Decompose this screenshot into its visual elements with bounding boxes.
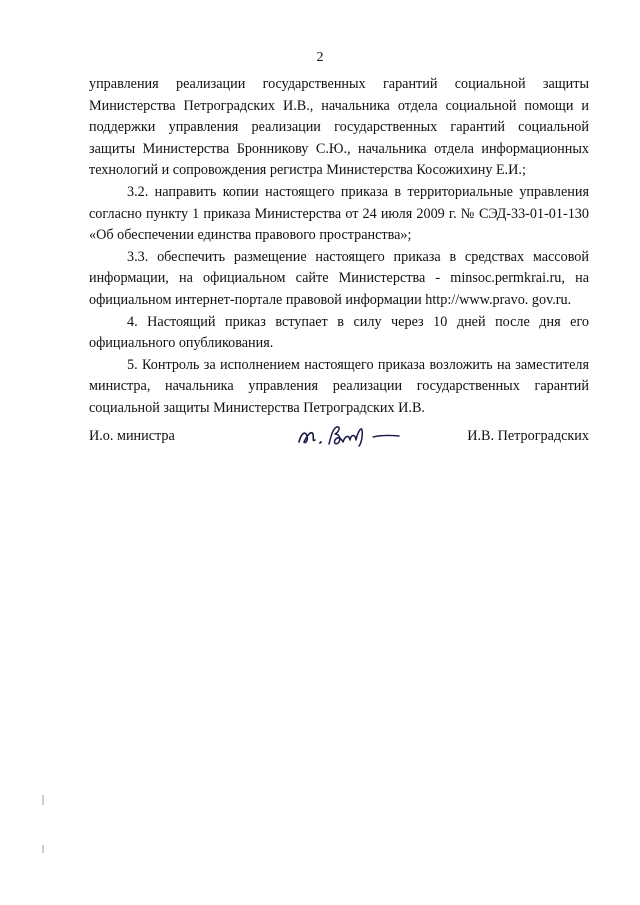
document-body bbox=[89, 74, 589, 420]
handwritten-signature bbox=[295, 420, 405, 452]
paragraph-continuation: управления реализации государственных гарантий социальной защиты Министерства Петроградских И.В., начальника отдела социальной помощи и поддержки управления реализации государственных гарантий социальной защиты Министерства Бронникову С.Ю., начальника отдела информационных технологий и сопровождения регистра Министерства Косожихину Е.И.; bbox=[89, 76, 589, 179]
signatory-name: И.В. Петроградских bbox=[467, 428, 589, 444]
paragraph-4: 4. Настоящий приказ вступает в силу через 10 дней после дня его официального опубликования. bbox=[89, 313, 589, 352]
margin-speck-upper bbox=[42, 795, 44, 805]
margin-speck-lower bbox=[42, 845, 44, 853]
page-number: 2 bbox=[316, 50, 324, 65]
signature-block bbox=[89, 428, 589, 458]
paragraph-3-3: 3.3. обеспечить размещение настоящего приказа в средствах массовой информации, на официальном сайте Министерства - minsoc.permkrai.ru, на официальном интернет-портале правовой информации http://www.pravo. gov.ru. bbox=[89, 248, 589, 308]
paragraph-3-2: 3.2. направить копии настоящего приказа в территориальные управления согласно пункту 1 приказа Министерства от 24 июля 2009 г. № СЭД-33-01-01-130 «Об обеспечении единства правового пространства»; bbox=[89, 183, 589, 244]
paragraph-5: 5. Контроль за исполнением настоящего приказа возложить на заместителя министра, начальника управления реализации государственных гарантий социальной защиты Министерства Петроградских И.В. bbox=[89, 356, 589, 416]
signatory-title: И.о. министра bbox=[89, 428, 175, 444]
